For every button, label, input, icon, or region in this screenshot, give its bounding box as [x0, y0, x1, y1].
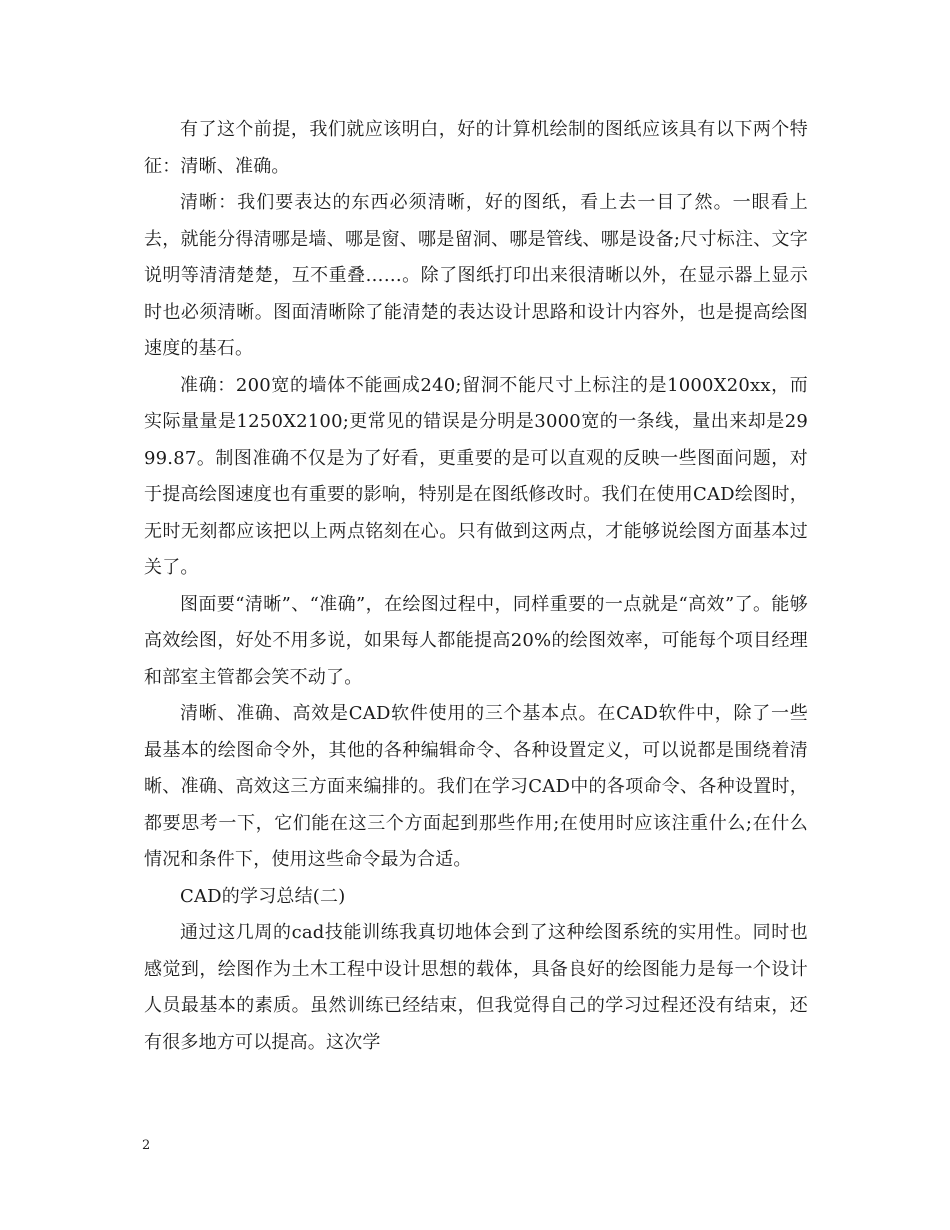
paragraph-efficiency: 图面要“清晰”、“准确”，在绘图过程中，同样重要的一点就是“高效”了。能够高效绘图，好处不用多说，如果每人都能提高20%的绘图效率，可能每个项目经理和部室主管都会笑不动了。	[144, 593, 808, 688]
paragraph-accuracy: 准确：200宽的墙体不能画成240;留洞不能尺寸上标注的是1000X20xx，而实际量量是1250X2100;更常见的错误是分明是3000宽的一条线，量出来却是2999.87。制图准确不仅是为了好看，更重要的是可以直观的反映一些图面问题，对于提高绘图速度也有重要的影响，特别是在图纸修改时。我们在使用CAD绘图时，无时无刻都应该把以上两点铭刻在心。只有做到这两点，才能够说绘图方面基本过关了。	[144, 374, 808, 578]
paragraph-basic-points: 清晰、准确、高效是CAD软件使用的三个基本点。在CAD软件中，除了一些最基本的绘图命令外，其他的各种编辑命令、各种设置定义，可以说都是围绕着清晰、准确、高效这三方面来编排的。我们在学习CAD中的各项命令、各种设置时，都要思考一下，它们能在这三个方面起到那些作用;在使用时应该注重什么;在什么情况和条件下，使用这些命令最为合适。	[144, 703, 808, 870]
paragraph-premise: 有了这个前提，我们就应该明白，好的计算机绘制的图纸应该具有以下两个特征：清晰、准确。	[144, 119, 808, 177]
document-body	[144, 112, 808, 1061]
section-heading: CAD的学习总结(二)	[180, 885, 346, 907]
paragraph-clarity: 清晰：我们要表达的东西必须清晰，好的图纸，看上去一目了然。一眼看上去，就能分得清哪是墙、哪是窗、哪是留洞、哪是管线、哪是设备;尺寸标注、文字说明等清清楚楚，互不重叠……。除了图纸打印出来很清晰以外，在显示器上显示时也必须清晰。图面清晰除了能清楚的表达设计思路和设计内容外，也是提高绘图速度的基石。	[144, 192, 808, 359]
paragraph-training: 通过这几周的cad技能训练我真切地体会到了这种绘图系统的实用性。同时也感觉到，绘图作为土木工程中设计思想的载体，具备良好的绘图能力是每一个设计人员最基本的素质。虽然训练已经结束，但我觉得自己的学习过程还没有结束，还有很多地方可以提高。这次学	[144, 922, 808, 1053]
page-number: 2	[142, 1138, 151, 1153]
